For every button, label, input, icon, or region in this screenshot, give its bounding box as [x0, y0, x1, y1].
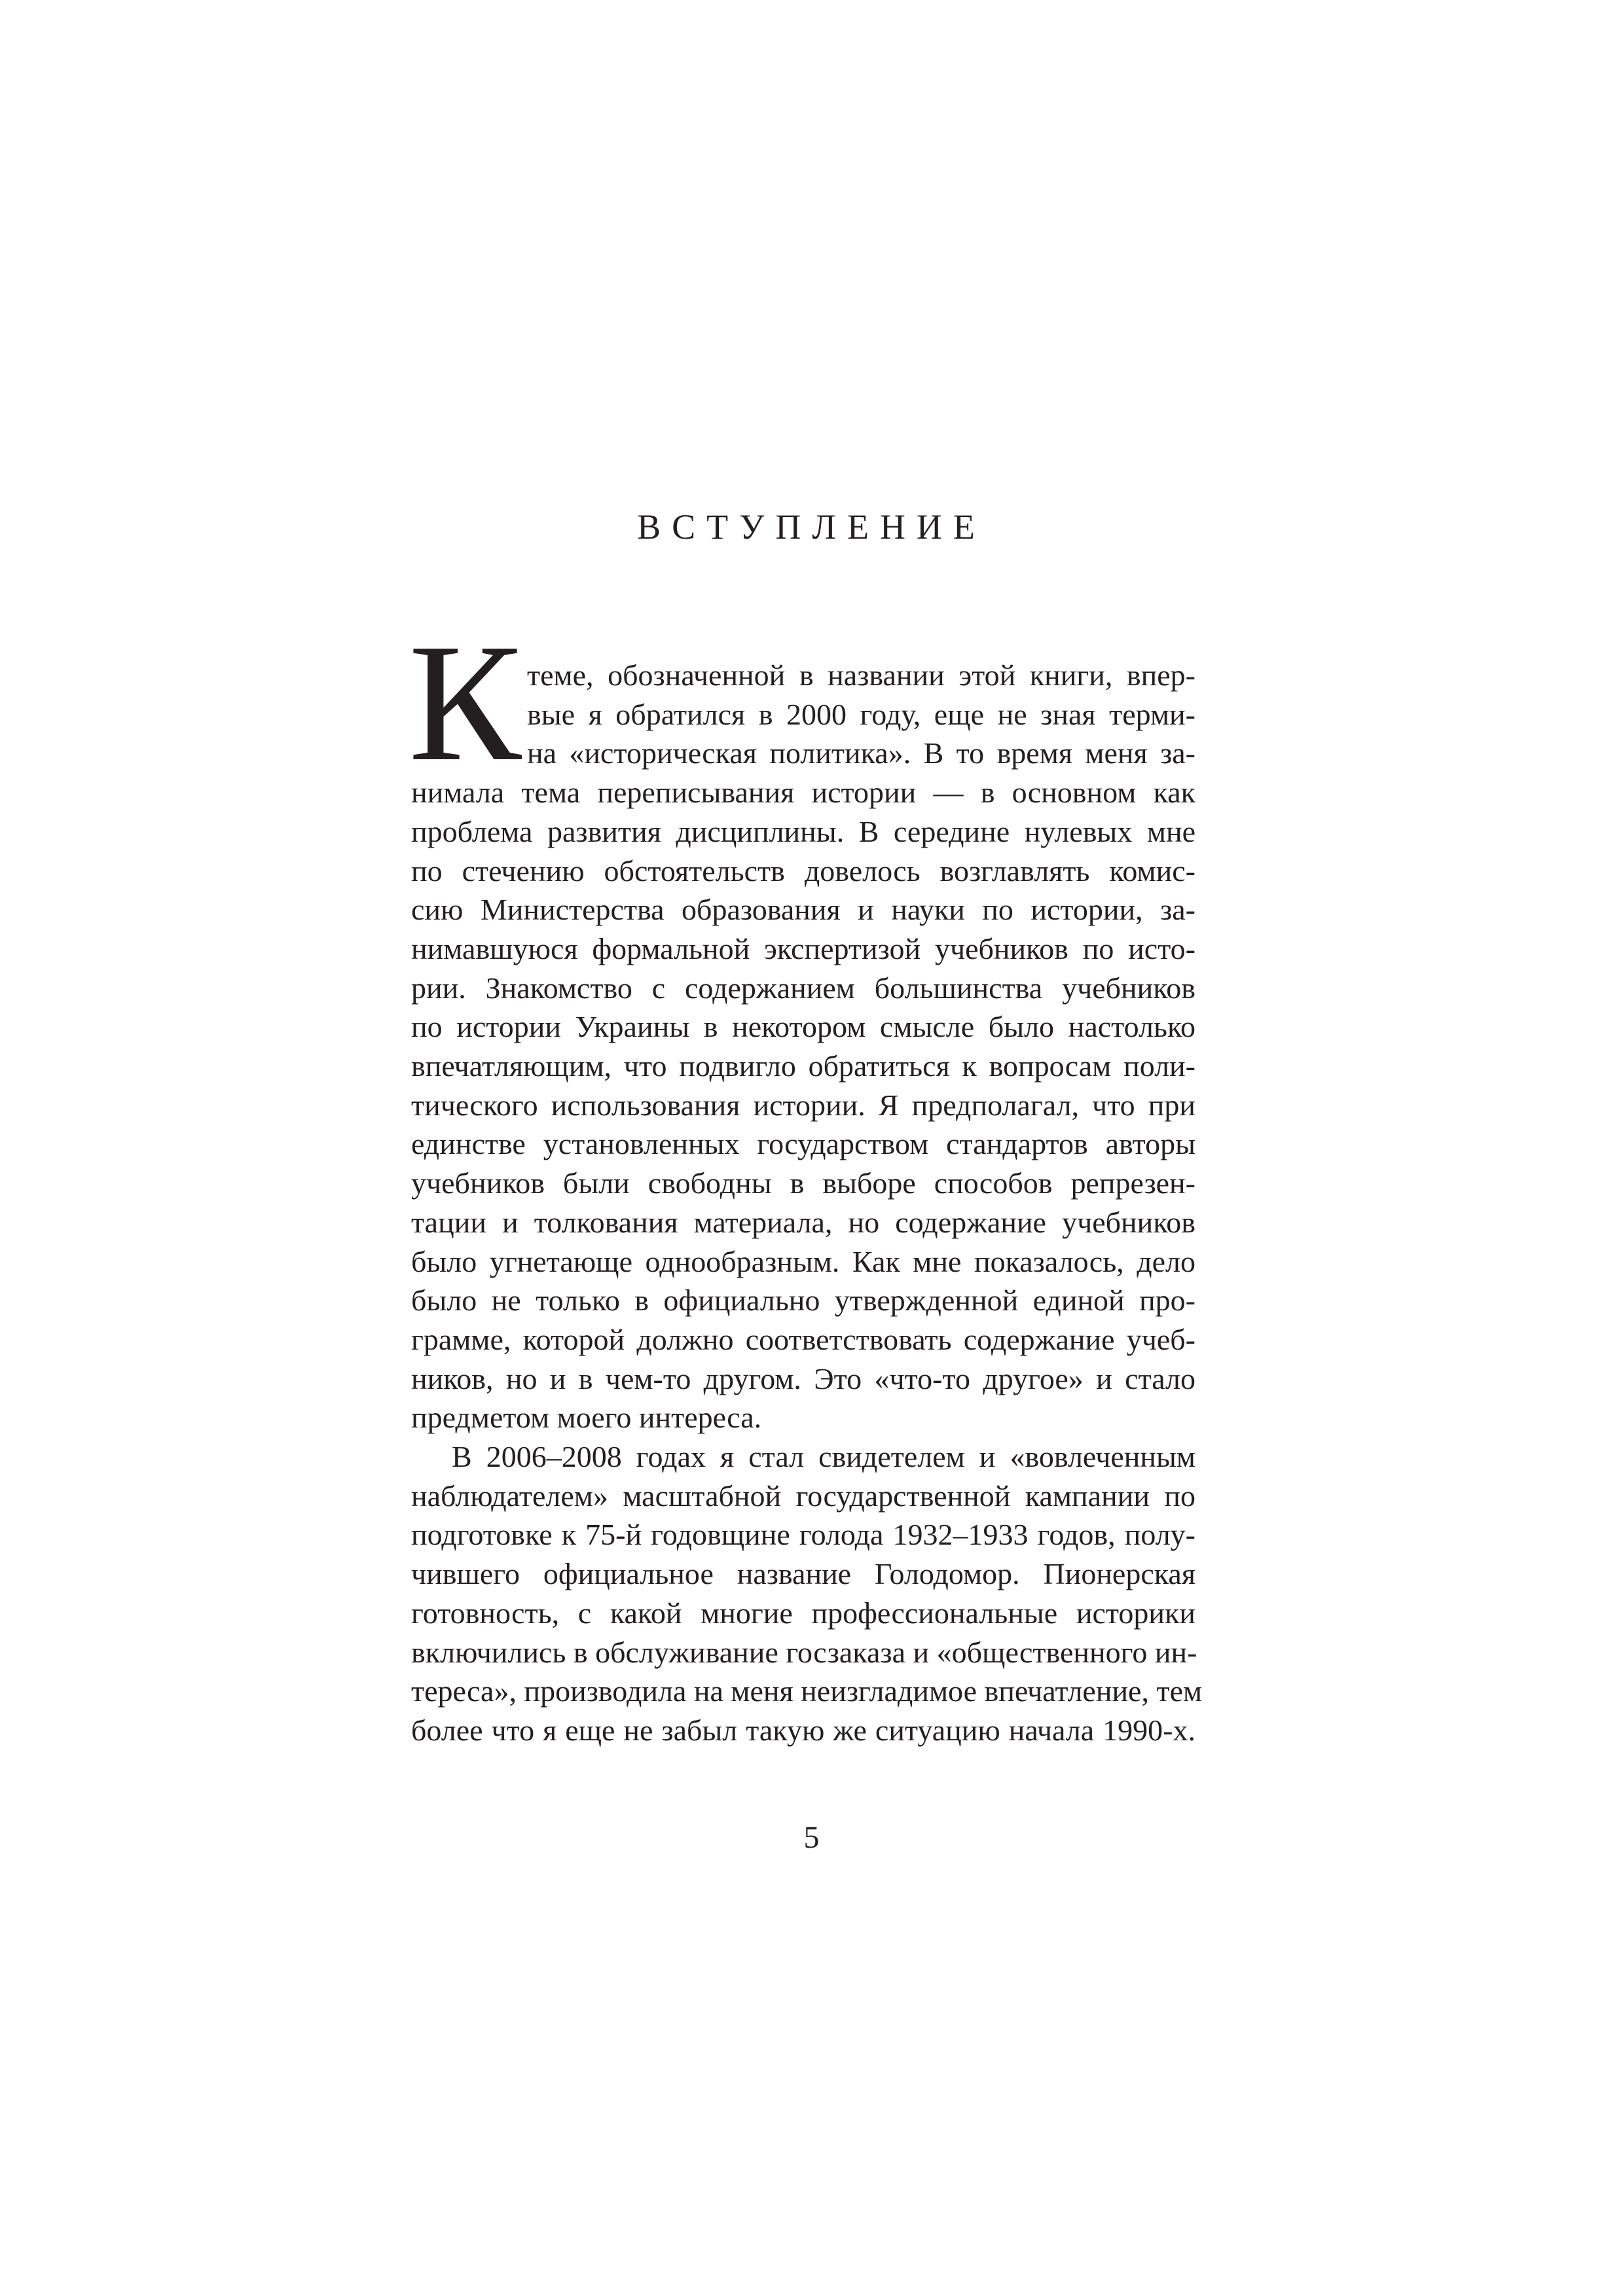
text-line: включились в обслуживание госзаказа и «общественного ин-	[411, 1635, 1197, 1669]
text-line: впечатляющим, что подвигло обратиться к вопросам поли-	[411, 1049, 1195, 1083]
text-line: сию Министерства образования и науки по истории, за-	[411, 893, 1195, 927]
text-line: тации и толкования материала, но содержание учебников	[411, 1205, 1195, 1239]
text-line: ников, но и в чем-то другом. Это «что-то другое» и стало	[411, 1361, 1195, 1395]
chapter-title: ВСТУПЛЕНИЕ	[637, 507, 986, 547]
paragraph-2	[411, 1437, 1203, 1750]
text-line: наблюдателем» масштабной государственной кампании по	[411, 1479, 1195, 1513]
text-line: единстве установленных государством стандартов авторы	[411, 1127, 1195, 1161]
text-line: более что я еще не забыл такую же ситуацию начала 1990-х.	[411, 1713, 1195, 1747]
paragraph-1	[411, 656, 1195, 1437]
text-line: теме, обозначенной в названии этой книги, впер-	[527, 658, 1195, 692]
page-number: 5	[803, 1820, 820, 1855]
text-line: подготовке к 75-й годовщине голода 1932–1933 годов, полу-	[411, 1518, 1195, 1552]
text-line: по истории Украины в некотором смысле было настолько	[411, 1010, 1195, 1044]
text-line: рии. Знакомство с содержанием большинства учебников	[411, 971, 1195, 1005]
text-line: было не только в официально утвержденной единой про-	[411, 1283, 1195, 1318]
text-line: было угнетающе однообразным. Как мне показалось, дело	[411, 1244, 1195, 1278]
text-line: В 2006–2008 годах я стал свидетелем и «вовлеченным	[452, 1440, 1195, 1474]
text-line: тического использования истории. Я предполагал, что при	[411, 1088, 1195, 1122]
text-line: предметом моего интереса.	[411, 1401, 762, 1435]
text-line: на «историческая политика». В то время меня за-	[527, 736, 1195, 770]
text-line: нимала тема переписывания истории — в основном как	[411, 776, 1195, 810]
text-line: вые я обратился в 2000 году, еще не зная терми-	[527, 697, 1195, 731]
text-line: по стечению обстоятельств довелось возглавлять комис-	[411, 853, 1195, 888]
body-text	[411, 656, 1203, 1750]
drop-cap: К	[409, 609, 522, 796]
text-line: тереса», производила на меня неизгладимое впечатление, тем	[411, 1674, 1203, 1708]
text-line: учебников были свободны в выборе способов репрезен-	[411, 1166, 1195, 1200]
text-line: грамме, которой должно соответствовать содержание учеб-	[411, 1322, 1195, 1356]
text-line: чившего официальное название Голодомор. Пионерская	[411, 1557, 1195, 1591]
text-line: нимавшуюся формальной экспертизой учебников по исто-	[411, 931, 1195, 965]
text-line: проблема развития дисциплины. В середине нулевых мне	[411, 814, 1195, 848]
text-line: готовность, с какой многие профессиональные историки	[411, 1596, 1195, 1630]
